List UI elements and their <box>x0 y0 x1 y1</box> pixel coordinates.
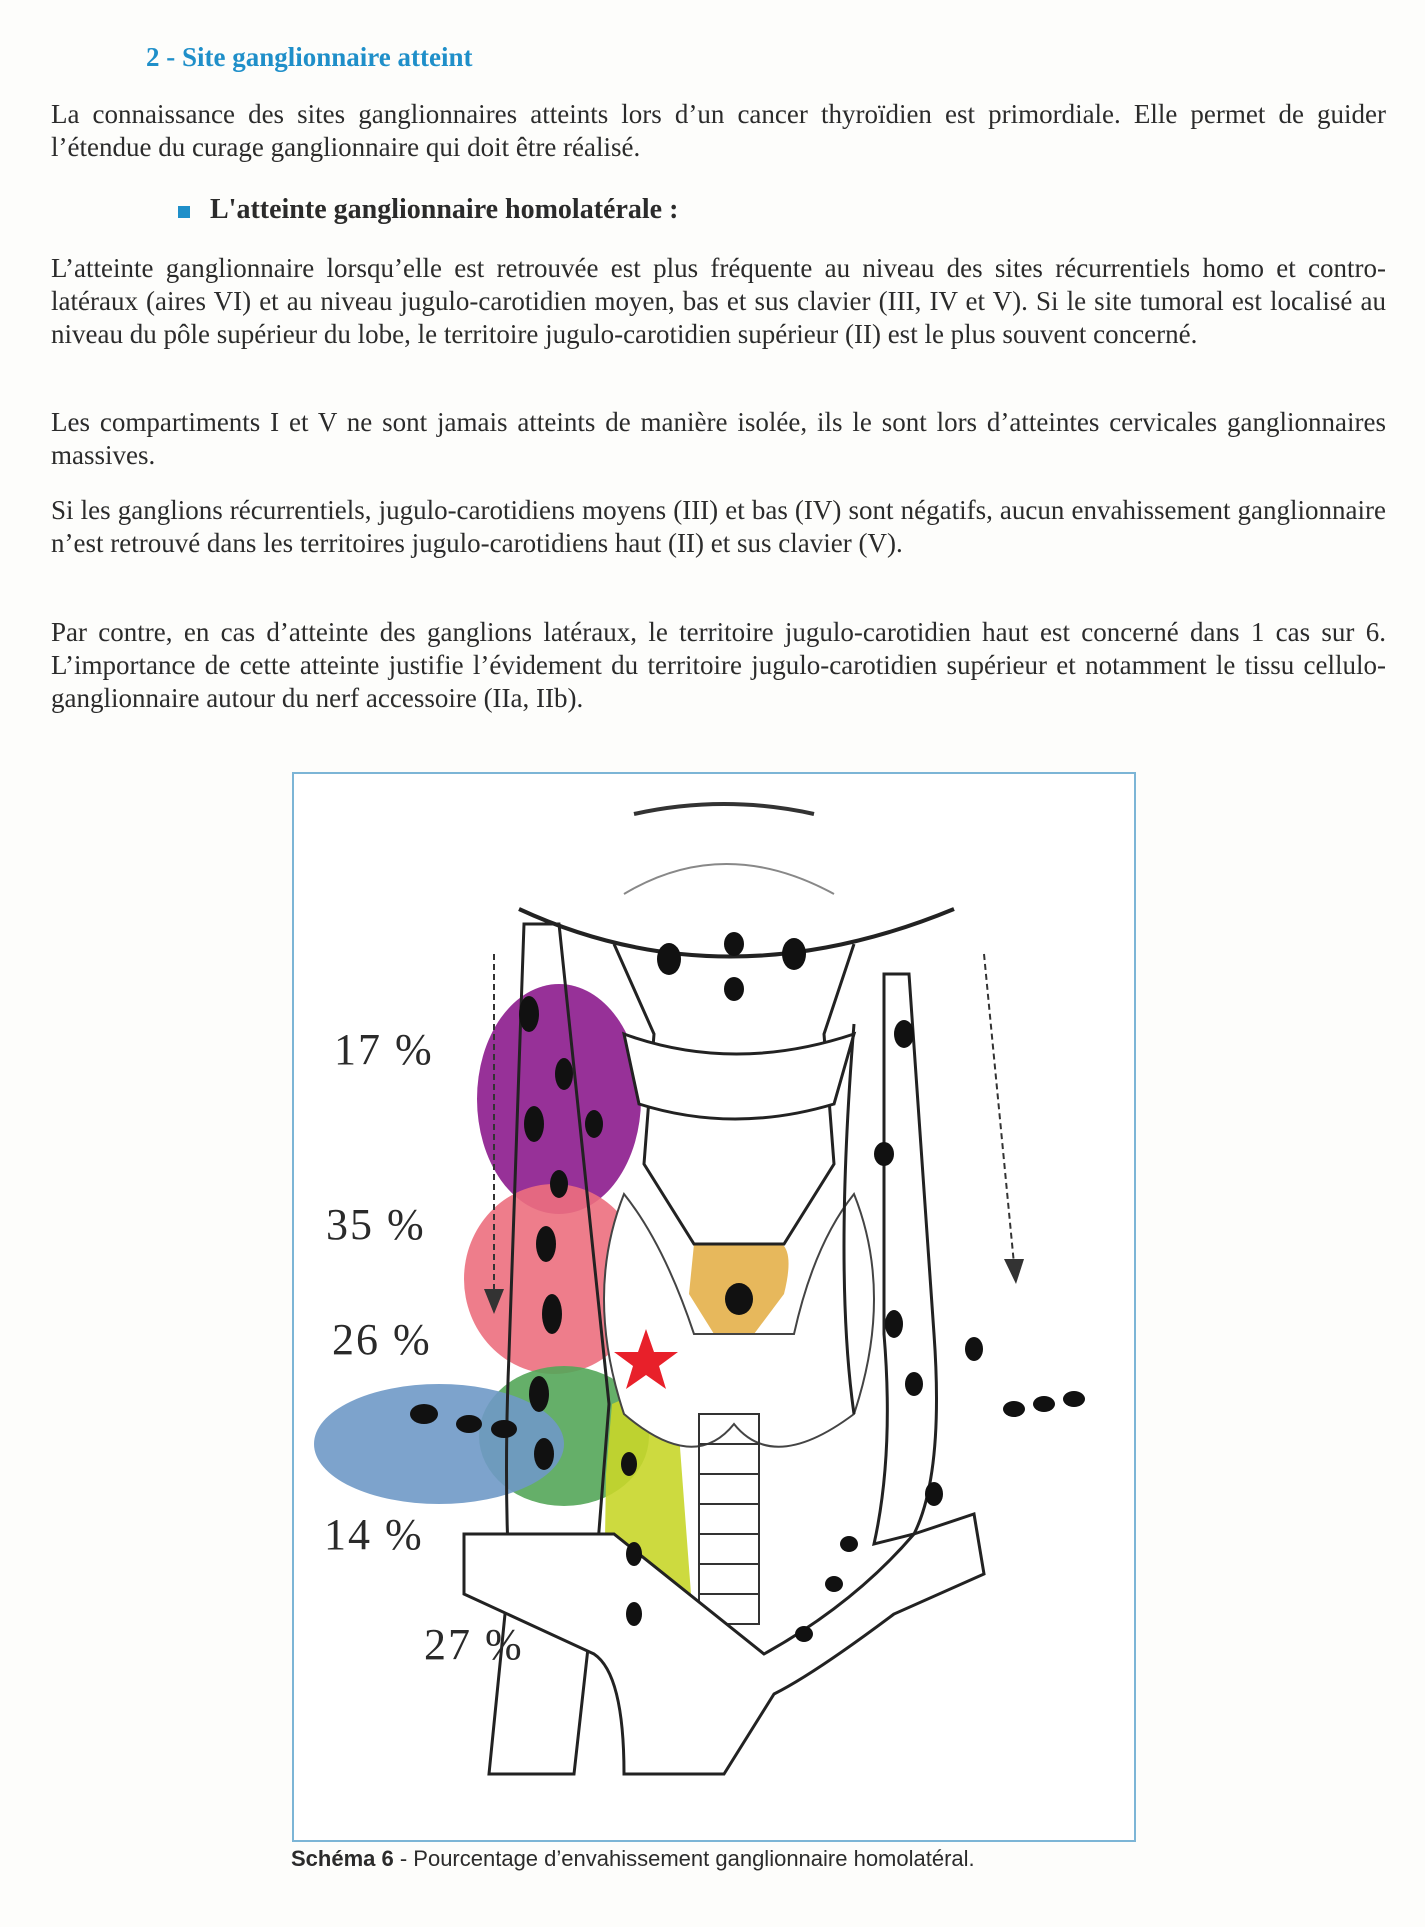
subheading: L'atteinte ganglionnaire homolatérale : <box>210 194 679 225</box>
percentage-label-14: 14 % <box>324 1510 424 1559</box>
percentage-label-17: 17 % <box>334 1025 434 1074</box>
anatomy-diagram <box>294 774 1134 1840</box>
percentage-label-35: 35 % <box>326 1200 426 1249</box>
section-title: 2 - Site ganglionnaire atteint <box>146 42 473 72</box>
percentage-label-27: 27 % <box>424 1620 524 1669</box>
arrow-head-right <box>1004 1259 1024 1284</box>
square-bullet-icon <box>178 206 190 218</box>
caption-label: Schéma 6 <box>291 1846 394 1871</box>
percentage-label-26: 26 % <box>332 1315 432 1364</box>
paragraph-3: Si les ganglions récurrentiels, jugulo-carotidiens moyens (III) et bas (IV) sont négatifs, aucun envahissement ganglionnaire n’est retrouvé dans les territoires jugulo-carotidiens haut (II) et sus clavier (V). <box>51 495 1386 558</box>
trachea <box>699 1414 759 1624</box>
arrow-right <box>984 954 1014 1264</box>
right-jugular-vein <box>874 974 937 1544</box>
tongue-outline <box>624 864 834 894</box>
caption-text: - Pourcentage d’envahissement ganglionnaire homolatéral. <box>393 1846 975 1871</box>
figure-caption <box>291 1846 975 1872</box>
mandible-outline <box>634 804 814 814</box>
figure-frame <box>292 772 1136 1842</box>
paragraph-1: L’atteinte ganglionnaire lorsqu’elle est retrouvée est plus fréquente au niveau des sites récurrentiels homo et contro-latéraux (aires VI) et au niveau jugulo-carotidien moyen, bas et sus clavier (III, IV et V). Si le site tumoral est localisé au niveau du pôle supérieur du lobe, le territoire jugulo-carotidien supérieur (II) est le plus souvent concerné. <box>51 253 1386 349</box>
thyroid-cartilage <box>624 1034 854 1119</box>
intro-paragraph: La connaissance des sites ganglionnaires atteints lors d’un cancer thyroïdien est primordiale. Elle permet de guider l’étendue du curage ganglionnaire qui doit être réalisé. <box>51 99 1386 162</box>
paragraph-4: Par contre, en cas d’atteinte des ganglions latéraux, le territoire jugulo-carotidien haut est concerné dans 1 cas sur 6. L’importance de cette atteinte justifie l’évidement du territoire jugulo-carotidien supérieur et notamment le tissu cellulo-ganglionnaire autour du nerf accessoire (IIa, IIb). <box>51 617 1386 713</box>
paragraph-2: Les compartiments I et V ne sont jamais atteints de manière isolée, ils le sont lors d’atteintes cervicales ganglionnaires massives. <box>51 407 1386 470</box>
